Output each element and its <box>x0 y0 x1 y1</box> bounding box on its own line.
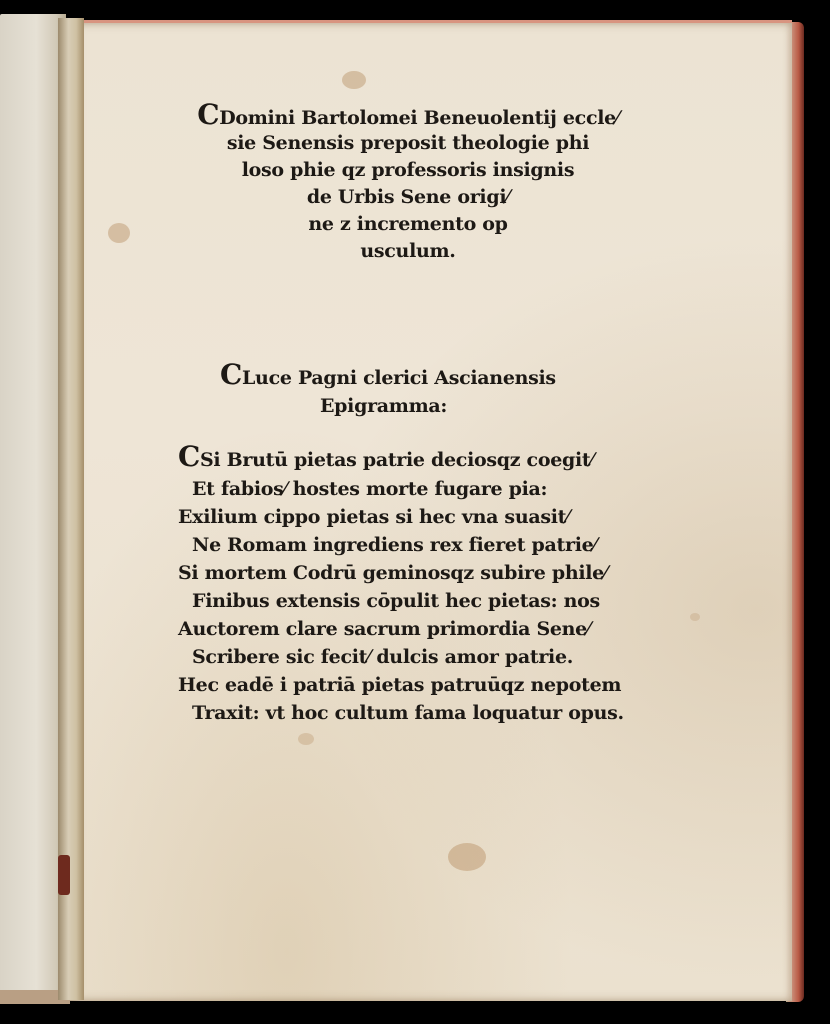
poem-line-4: Ne Romam ingrediens rex fieret patrie⁄ <box>192 534 597 556</box>
title-line-3: loso phie qz professoris insignis <box>241 159 575 181</box>
poem-line-2: Et fabios⁄ hostes morte fugare pia: <box>192 478 548 500</box>
poem-line-10: Traxit: vt hoc cultum fama loquatur opus. <box>192 702 624 724</box>
title-line-4: de Urbis Sene origi⁄ <box>306 186 510 208</box>
foxing-stain <box>342 71 366 89</box>
title-paragraph-mark: C <box>197 98 220 131</box>
gutter-tear <box>58 855 70 895</box>
poem-line-7: Auctorem clare sacrum primordia Sene⁄ <box>178 618 590 640</box>
title-line-1-text: Domini Bartolomei Beneuolentij eccle⁄ <box>219 107 619 129</box>
title-block <box>178 98 638 262</box>
poem-line-9: Hec eadē i patriā pietas patruūqz nepotem <box>178 674 622 696</box>
poem-line-1 <box>178 440 624 473</box>
gutter <box>58 18 84 1000</box>
poem-line-5: Si mortem Codrū geminosqz subire phile⁄ <box>178 562 607 584</box>
poem-line-3: Exilium cippo pietas si hec vna suasit⁄ <box>178 506 570 528</box>
title-line-6: usculum. <box>360 240 456 262</box>
poem-line-6: Finibus extensis cōpulit hec pietas: nos <box>192 590 600 612</box>
epigram-line-2: Epigramma: <box>320 395 448 417</box>
foxing-stain <box>448 843 486 871</box>
foxing-stain <box>298 733 314 745</box>
title-line-1 <box>178 98 638 131</box>
poem-block <box>178 440 624 724</box>
left-flyleaf <box>0 14 66 1004</box>
epigram-line-1-text: Luce Pagni clerici Ascianensis <box>242 367 556 389</box>
foxing-stain <box>108 223 130 243</box>
poem-paragraph-mark: C <box>178 440 200 473</box>
poem-line-8: Scribere sic fecit⁄ dulcis amor patrie. <box>192 646 574 668</box>
epigram-line-1 <box>220 358 556 391</box>
title-line-2: sie Senensis preposit theologie phi <box>226 132 590 154</box>
foxing-stain <box>690 613 700 621</box>
poem-line-1-text: Si Brutū pietas patrie deciosqz coegit⁄ <box>200 449 594 471</box>
title-line-5: ne z incremento op <box>308 213 508 235</box>
recto-page <box>70 20 792 1001</box>
epigram-paragraph-mark: C <box>220 358 242 391</box>
epigram-heading <box>220 358 556 417</box>
